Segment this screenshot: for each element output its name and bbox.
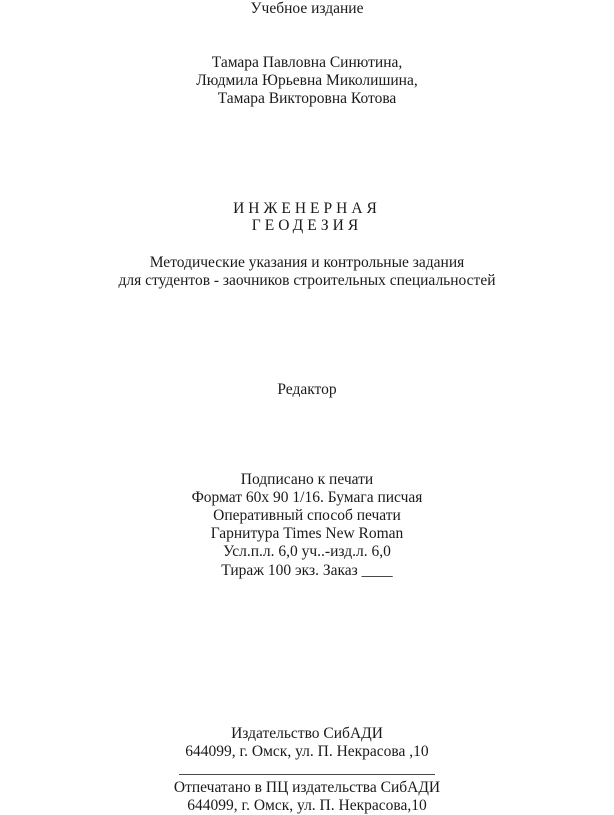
title-line-1: ИНЖЕНЕРНАЯ (233, 200, 381, 217)
print-address: 644099, г. Омск, ул. П. Некрасова,10 (187, 797, 427, 814)
publisher-name: Издательство СибАДИ (231, 725, 383, 742)
imprint-method: Оперативный способ печати (213, 507, 401, 524)
printed-by: Отпечатано в ПЦ издательства СибАДИ (173, 779, 441, 796)
title-line-2: ГЕОДЕЗИЯ (251, 217, 363, 234)
author-3: Тамара Викторовна Котова (217, 90, 397, 107)
imprint-sheets: Усл.п.л. 6,0 уч..-изд.л. 6,0 (223, 543, 391, 560)
editor-label: Редактор (277, 381, 337, 398)
edition-type: Учебное издание (250, 0, 364, 17)
subtitle-line-1: Методические указания и контрольные задания (149, 254, 465, 271)
imprint-format: Формат 60х 90 1/16. Бумага писчая (191, 489, 423, 506)
imprint-typeface: Гарнитура Times New Roman (210, 525, 404, 542)
imprint-signed: Подписано к печати (240, 471, 374, 488)
publisher-separator: _________________________________ (179, 760, 435, 777)
publisher-address: 644099, г. Омск, ул. П. Некрасова ,10 (185, 743, 429, 760)
imprint-run: Тираж 100 экз. Заказ ____ (221, 562, 393, 579)
subtitle-line-2: для студентов - заочников строительных специальностей (118, 272, 496, 289)
author-2: Людмила Юрьевна Миколишина, (196, 72, 418, 89)
author-1: Тамара Павловна Синютина, (211, 54, 403, 71)
